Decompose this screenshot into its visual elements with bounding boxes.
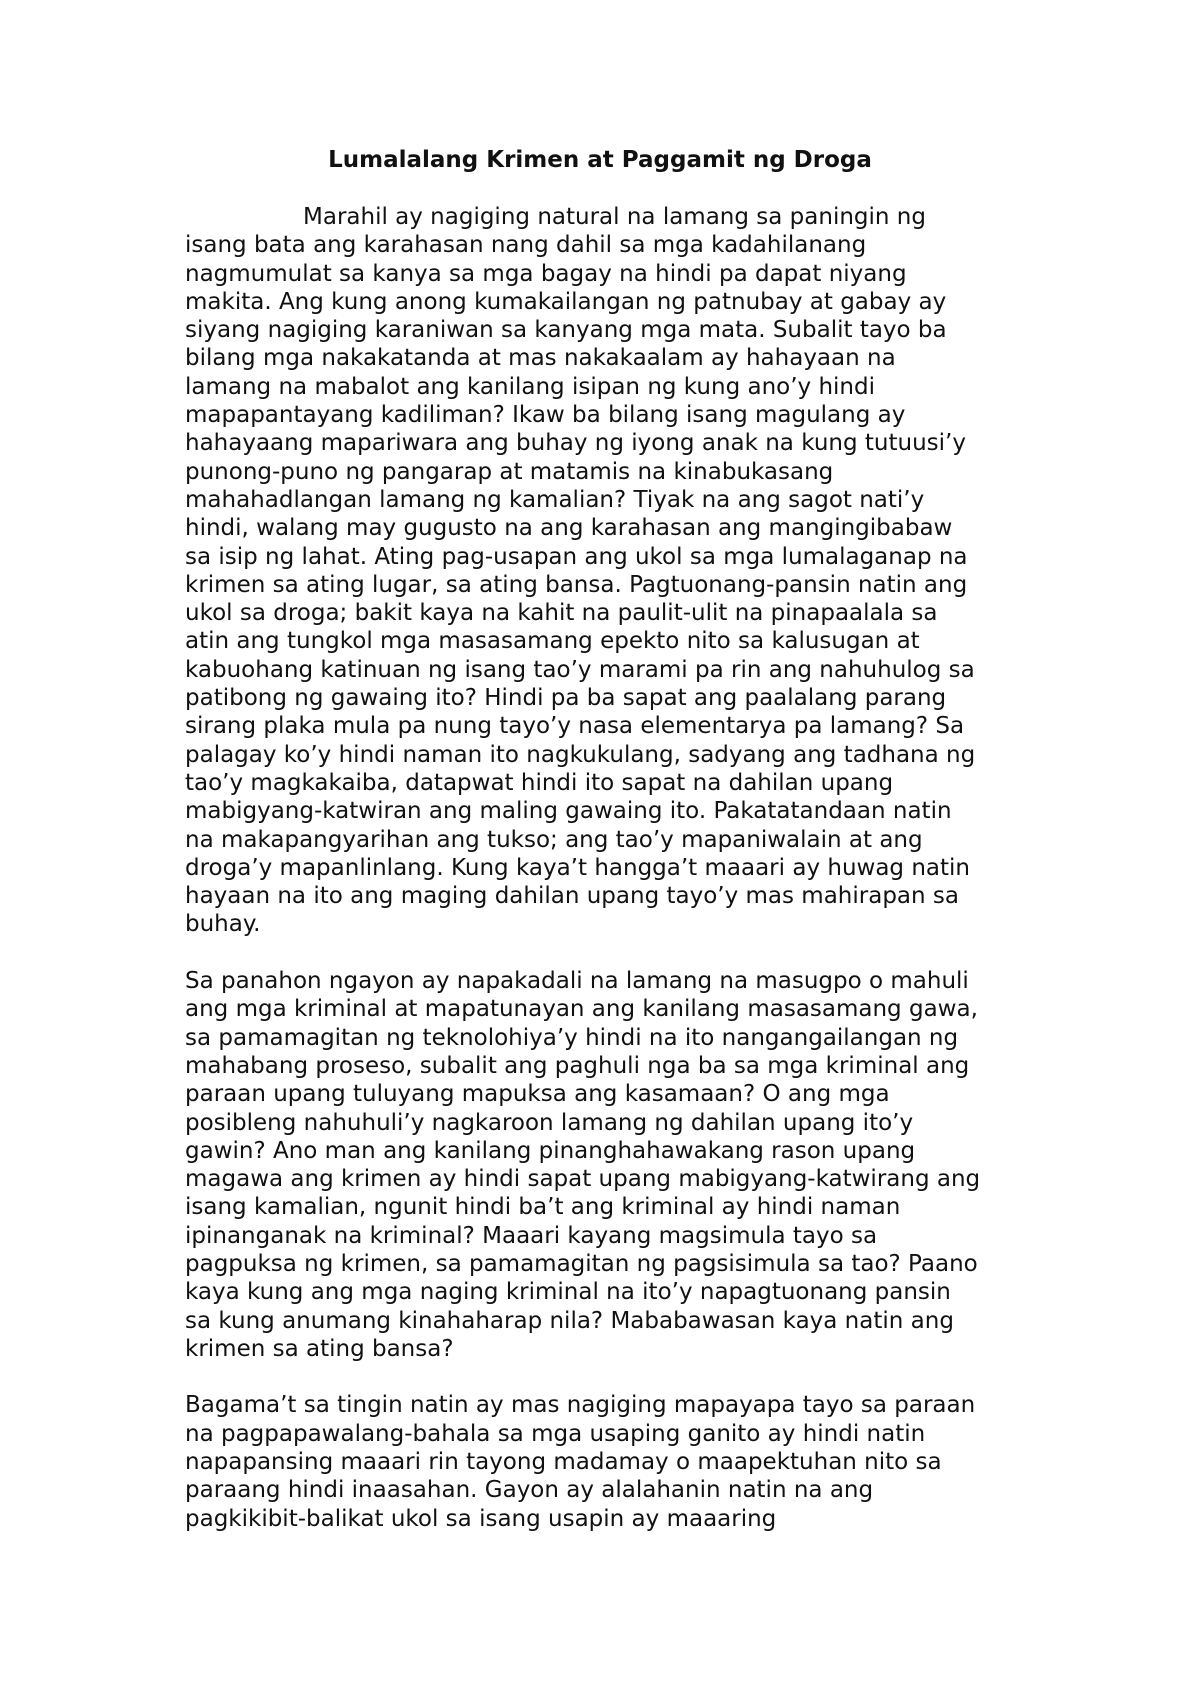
text-line: [185, 203, 1045, 231]
text-line: ipinanganak na kriminal? Maaari kayang magsimula tayo sa: [185, 1222, 878, 1249]
text-line: magawa ang krimen ay hindi sapat upang mabigyang-katwirang ang: [185, 1166, 981, 1193]
text-line: sa pamamagitan ng teknolohiya’y hindi na ito nangangailangan ng: [185, 1024, 959, 1051]
text-line: Sa panahon ngayon ay napakadali na lamang na masugpo o mahuli: [185, 968, 969, 995]
text-line: sa kung anumang kinahaharap nila? Mababawasan kaya natin ang: [185, 1307, 954, 1334]
text-line: sa isip ng lahat. Ating pag-usapan ang ukol sa mga lumalaganap na: [185, 543, 968, 570]
document-body: [185, 203, 1045, 1533]
text-line: nagmumulat sa kanya sa mga bagay na hindi pa dapat niyang: [185, 260, 907, 287]
text-line: isang bata ang karahasan nang dahil sa mga kadahilanang: [185, 232, 867, 259]
text-line: na pagpapawalang-bahala sa mga usaping ganito ay hindi natin: [185, 1420, 926, 1447]
text-line: pagpuksa ng krimen, sa pamamagitan ng pagsisimula sa tao? Paano: [185, 1250, 978, 1277]
text-line: patibong ng gawaing ito? Hindi pa ba sapat ang paalalang parang: [185, 685, 947, 712]
text-line: atin ang tungkol mga masasamang epekto nito sa kalusugan at: [185, 628, 920, 655]
text-line: hayaan na ito ang maging dahilan upang tayo’y mas mahirapan sa: [185, 883, 959, 910]
text-line: napapansing maaari rin tayong madamay o maapektuhan nito sa: [185, 1449, 942, 1476]
text-line: ukol sa droga; bakit kaya na kahit na paulit-ulit na pinapaalala sa: [185, 600, 938, 627]
text-line: pagkikibit-balikat ukol sa isang usapin ay maaaring: [185, 1505, 777, 1532]
text-line: makita. Ang kung anong kumakailangan ng patnubay at gabay ay: [185, 288, 947, 315]
text-line: mabigyang-katwiran ang maling gawaing ito. Pakatatandaan natin: [185, 798, 952, 825]
text-line: krimen sa ating bansa?: [185, 1335, 454, 1362]
text-line: mahabang proseso, subalit ang paghuli nga ba sa mga kriminal ang: [185, 1052, 970, 1079]
text-line: paraang hindi inaasahan. Gayon ay alalahanin natin na ang: [185, 1477, 874, 1504]
text-line: buhay.: [185, 911, 261, 938]
paragraph-3: [185, 1391, 1045, 1532]
text-line: tao’y magkakaiba, datapwat hindi ito sapat na dahilan upang: [185, 769, 894, 796]
text-line: palagay ko’y hindi naman ito nagkukulang, sadyang ang tadhana ng: [185, 741, 976, 768]
text-line: gawin? Ano man ang kanilang pinanghahawakang rason upang: [185, 1137, 916, 1164]
text-line: kabuohang katinuan ng isang tao’y marami pa rin ang nahuhulog sa: [185, 656, 975, 683]
text-line: siyang nagiging karaniwan sa kanyang mga mata. Subalit tayo ba: [185, 317, 947, 344]
text-line: hindi, walang may gugusto na ang karahasan ang mangingibabaw: [185, 515, 953, 542]
paragraph-gap: [185, 1363, 1045, 1391]
text-line: isang kamalian, ngunit hindi ba’t ang kriminal ay hindi naman: [185, 1194, 901, 1221]
paragraph-1: [185, 203, 1045, 939]
text-line: mahahadlangan lamang ng kamalian? Tiyak na ang sagot nati’y: [185, 486, 925, 513]
document-title: Lumalalang Krimen at Paggamit ng Droga: [328, 147, 872, 173]
text-line: krimen sa ating lugar, sa ating bansa. Pagtuonang-pansin natin ang: [185, 571, 968, 598]
text-line: mapapantayang kadiliman? Ikaw ba bilang isang magulang ay: [185, 402, 906, 429]
text-line: na makapangyarihan ang tukso; ang tao’y mapaniwalain at ang: [185, 826, 923, 853]
text-line-content: Marahil ay nagiging natural na lamang sa paningin ng: [303, 204, 926, 230]
paragraph-gap: [185, 939, 1045, 967]
text-line: lamang na mabalot ang kanilang isipan ng kung ano’y hindi: [185, 373, 875, 400]
paragraph-2: [185, 967, 1045, 1363]
text-line: ang mga kriminal at mapatunayan ang kanilang masasamang gawa,: [185, 996, 978, 1023]
text-line: bilang mga nakakatanda at mas nakakaalam ay hahayaan na: [185, 345, 896, 372]
text-line: kaya kung ang mga naging kriminal na ito’y napagtuonang pansin: [185, 1279, 951, 1306]
text-line: paraan upang tuluyang mapuksa ang kasamaan? O ang mga: [185, 1081, 890, 1108]
text-line: droga’y mapanlinlang. Kung kaya’t hangga’t maaari ay huwag natin: [185, 854, 970, 881]
text-line: Bagama’t sa tingin natin ay mas nagiging mapayapa tayo sa paraan: [185, 1392, 976, 1419]
text-line: punong-puno ng pangarap at matamis na kinabukasang: [185, 458, 834, 485]
text-line: posibleng nahuhuli’y nagkaroon lamang ng dahilan upang ito’y: [185, 1109, 914, 1136]
text-line: sirang plaka mula pa nung tayo’y nasa elementarya pa lamang? Sa: [185, 713, 965, 740]
text-line: hahayaang mapariwara ang buhay ng iyong anak na kung tutuusi’y: [185, 430, 966, 457]
